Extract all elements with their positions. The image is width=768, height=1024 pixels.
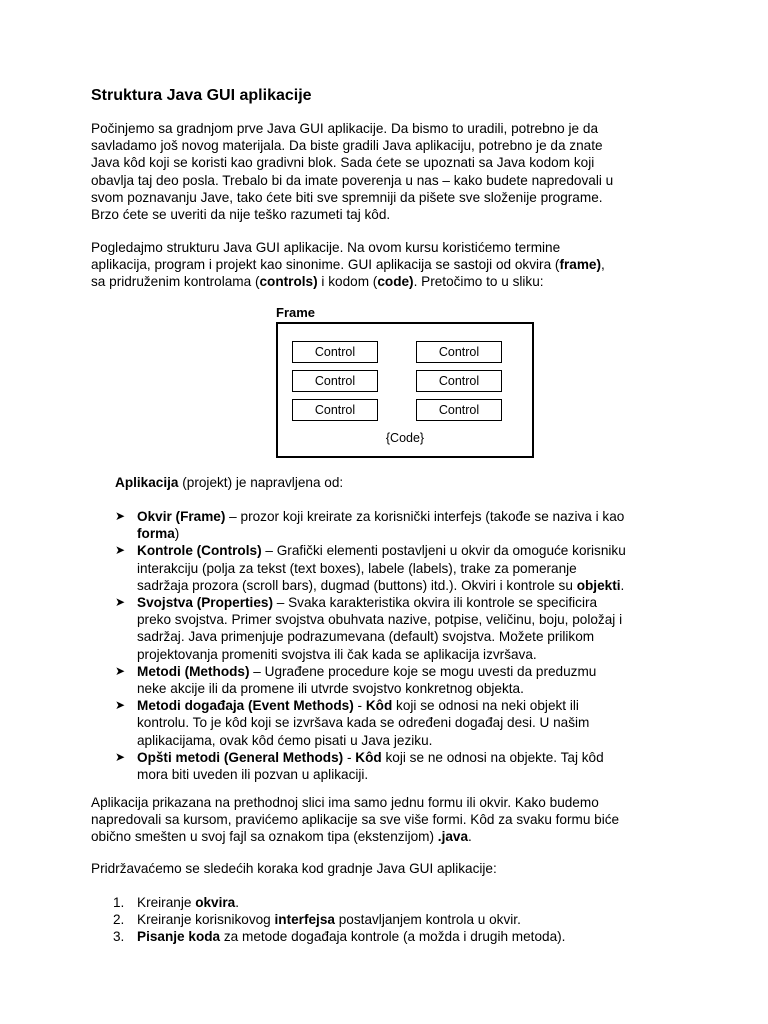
step-number: 1. <box>113 895 125 910</box>
text-segment: postavljanjem kontrola u okvir. <box>334 912 521 928</box>
text-line <box>137 508 705 525</box>
arrowhead-bullet-icon: ➤ <box>115 509 126 523</box>
text-line: Pogledajmo strukturu Java GUI aplikacije. Na ovom kursu koristićemo termine <box>91 240 561 255</box>
paragraph-structure <box>91 239 701 291</box>
frame-label: Frame <box>276 305 316 320</box>
text-segment: - <box>343 749 356 765</box>
text-segment: Kreiranje korisnikovog <box>137 912 275 928</box>
step-item <box>91 894 565 911</box>
list-item <box>115 542 705 594</box>
list-item <box>115 697 705 749</box>
text-line: aplikacijama, ovak kôd ćemo pisati u Java jeziku. <box>137 732 433 748</box>
text-line <box>91 273 701 290</box>
arrowhead-bullet-icon: ➤ <box>115 663 126 678</box>
text-line <box>137 525 705 542</box>
paragraph-intro <box>91 120 701 223</box>
term-application: Aplikacija <box>115 475 179 490</box>
text-segment: Kreiranje <box>137 895 196 910</box>
list-item <box>115 508 705 542</box>
steps-list <box>91 894 565 946</box>
text-segment: ) <box>174 526 180 542</box>
text-segment: . <box>620 577 625 593</box>
frame-box <box>276 322 534 458</box>
text-line: projektovanja promeniti svojstva ili čak kada se aplikacija izvršava. <box>137 646 537 662</box>
list-item <box>115 594 705 663</box>
term-forma: forma <box>137 526 175 542</box>
text-segment: za metode događaja kontrole (a možda i drugih metoda). <box>220 929 566 945</box>
text-line <box>137 697 705 714</box>
text-segment: . <box>468 829 472 845</box>
list-term: Okvir (Frame) <box>137 509 226 524</box>
text-segment: – Grafički elementi postavljeni u okvir da omoguće korisniku <box>261 543 626 559</box>
arrowhead-bullet-icon: ➤ <box>115 749 126 764</box>
text-segment: – Svaka karakteristika okvira ili kontrole se specificira <box>272 595 598 611</box>
text-segment: obično smešten u svoj fajl sa oznakom tipa (ekstenzijom) <box>91 829 438 845</box>
text-line <box>137 577 705 594</box>
text-line: svom poznavanju Jave, tako ćete biti sve spremniji da pišete sve složenije programe. <box>91 189 603 205</box>
text-segment: . <box>235 895 240 910</box>
text-line: Pridržavaćemo se sledećih koraka kod gradnje Java GUI aplikacije: <box>91 861 497 876</box>
text-segment: . Pretočimo to u sliku: <box>413 274 544 290</box>
text-segment: koji se odnosi na neki objekt ili <box>392 698 579 714</box>
text-segment: – Ugrađene procedure koje se mogu uvesti da preduzmu <box>249 663 597 679</box>
arrowhead-bullet-icon: ➤ <box>115 595 126 610</box>
control-box: Control <box>416 399 502 421</box>
text-line: obavlja taj deo posla. Trebalo bi da imate poverenja u nas – kako budete napredovali u <box>91 172 614 188</box>
text-line: napredovali sa kursom, pravićemo aplikacije sa sve više formi. Kôd za svaku formu biće <box>91 812 620 828</box>
text-line: savladamo još novog materijala. Da biste gradili Java aplikaciju, potrebno je da znate <box>91 138 603 154</box>
list-term: Kontrole (Controls) <box>137 543 262 559</box>
text-line <box>137 594 705 611</box>
text-line <box>137 663 705 680</box>
step-term: interfejsa <box>274 912 335 928</box>
list-item <box>115 663 705 697</box>
step-item <box>91 928 565 945</box>
text-segment: i kodom ( <box>317 274 378 290</box>
control-box: Control <box>416 341 502 363</box>
frame-diagram <box>276 305 536 457</box>
term-code: code) <box>377 274 414 290</box>
term-objects: objekti <box>576 577 621 593</box>
list-term: Opšti metodi (General Methods) <box>137 749 344 765</box>
text-line: kontrolu. To je kôd koji se izvršava kada se određeni događaj desi. U našim <box>137 715 590 731</box>
text-segment: - <box>353 698 366 714</box>
text-line <box>137 542 705 559</box>
text-segment: , <box>601 257 605 273</box>
application-intro <box>115 474 343 491</box>
text-segment: (projekt) je napravljena od: <box>178 475 344 490</box>
code-label: {Code} <box>385 431 425 445</box>
components-list <box>115 508 705 783</box>
text-line: Počinjemo sa gradnjom prve Java GUI aplikacije. Da bismo to uradili, potrebno je da <box>91 121 598 136</box>
arrowhead-bullet-icon: ➤ <box>115 543 126 558</box>
text-segment: sadržaja prozora (scroll bars), dugmad (buttons) itd.). Okviri i kontrole su <box>137 577 577 593</box>
page-title: Struktura Java GUI aplikacije <box>91 87 312 104</box>
text-line <box>137 749 705 766</box>
arrowhead-bullet-icon: ➤ <box>115 698 126 713</box>
text-line: Java kôd koji se koristi kao gradivni blok. Sada ćete se upoznati sa Java kodom koji <box>91 155 595 171</box>
control-box: Control <box>292 341 378 363</box>
paragraph-forms <box>91 794 701 846</box>
text-line: Brzo ćete se uveriti da nije teško razumeti taj kôd. <box>91 207 391 223</box>
step-term: Pisanje koda <box>137 929 221 945</box>
text-line: interakciju (polja za tekst (text boxes), labele (labels), trake za pomeranje <box>137 560 577 576</box>
step-term: okvira <box>195 895 236 910</box>
list-term: Metodi događaja (Event Methods) <box>137 698 354 714</box>
text-line <box>91 828 701 845</box>
term-kod: Kôd <box>365 698 393 714</box>
text-line: preko svojstva. Primer svojstva obuhvata nazive, potpise, veličinu, boju, položaj i <box>137 612 623 628</box>
control-box: Control <box>292 399 378 421</box>
list-term: Svojstva (Properties) <box>137 595 273 611</box>
text-segment: – prozor koji kreirate za korisnički interfejs (takođe se naziva i kao <box>225 509 625 524</box>
step-number: 3. <box>113 929 125 945</box>
control-box: Control <box>292 370 378 392</box>
step-item <box>91 911 565 928</box>
control-box: Control <box>416 370 502 392</box>
text-line <box>91 256 701 273</box>
text-line: sadržaj. Java primenjuje podrazumevana (default) svojstva. Možete prilikom <box>137 629 595 645</box>
term-kod: Kôd <box>355 749 382 765</box>
text-segment: koji se ne odnosi na objekte. Taj kôd <box>381 749 604 765</box>
list-term: Metodi (Methods) <box>137 663 250 679</box>
text-segment: sa pridruženim kontrolama ( <box>91 274 260 290</box>
text-line: neke akcije ili da promene ili utvrde svojstvo konkretnog objekta. <box>137 681 524 697</box>
term-java-extension: .java <box>437 829 469 845</box>
text-line: mora biti uveden ili pozvan u aplikaciji. <box>137 767 369 783</box>
term-controls: controls) <box>259 274 318 290</box>
paragraph-steps-intro <box>91 860 701 877</box>
term-frame: frame) <box>559 257 601 273</box>
text-line: Aplikacija prikazana na prethodnoj slici ima samo jednu formu ili okvir. Kako budemo <box>91 795 599 810</box>
step-number: 2. <box>113 912 125 928</box>
list-item <box>115 749 705 783</box>
text-segment: aplikacija, program i projekt kao sinonime. GUI aplikacija se sastoji od okvira ( <box>91 257 560 273</box>
